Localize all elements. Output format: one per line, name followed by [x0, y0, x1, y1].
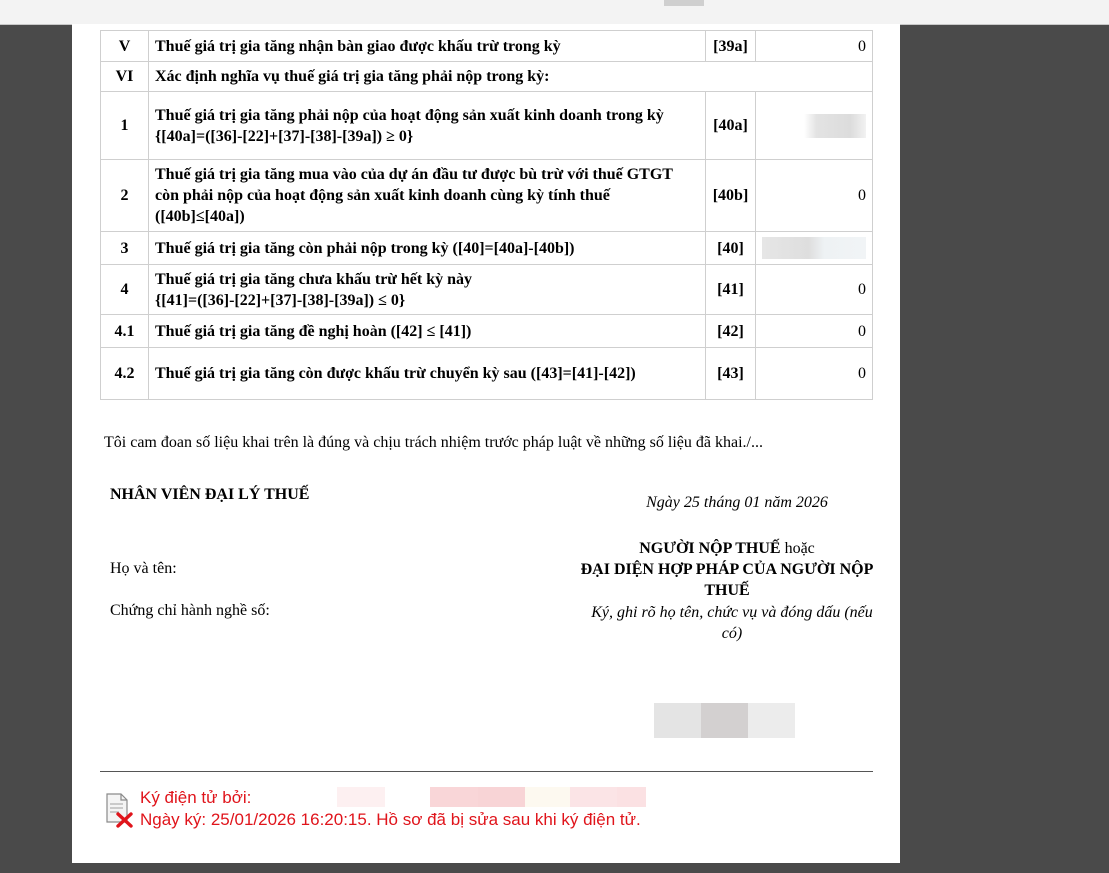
- table-row: [101, 62, 873, 92]
- row-number: 4.1: [101, 315, 149, 348]
- tax-table: [100, 30, 873, 400]
- redacted-value: [804, 114, 866, 138]
- viewer-toolbar: [0, 0, 1109, 25]
- esign-signed-by: [140, 787, 251, 809]
- taxpayer-title-line2: ĐẠI DIỆN HỢP PHÁP CỦA NGƯỜI NỘP THUẾ: [580, 561, 874, 599]
- table-row: [101, 92, 873, 160]
- row-description: [149, 62, 873, 92]
- description-line: Thuế giá trị gia tăng chưa khấu trừ hết kỳ này: [155, 270, 473, 288]
- divider: [100, 771, 873, 772]
- row-value: 0: [756, 31, 873, 62]
- signer-name-redacted: [337, 787, 646, 807]
- row-description: [149, 232, 706, 265]
- row-code: [40a]: [706, 92, 756, 160]
- row-value: [756, 232, 873, 265]
- taxpayer-title-line1: NGƯỜI NỘP THUẾ: [639, 540, 781, 557]
- description-line: Thuế giá trị gia tăng còn phải nộp trong kỳ ([40]=[40a]-[40b]): [155, 239, 575, 257]
- document-invalid-signature-icon: [104, 792, 134, 828]
- row-description: [149, 315, 706, 348]
- description-line: Thuế giá trị gia tăng đề nghị hoàn ([42] ≤ [41]): [155, 322, 472, 340]
- row-code: [43]: [706, 348, 756, 400]
- row-description: [149, 348, 706, 400]
- row-description: [149, 160, 706, 232]
- row-description: [149, 92, 706, 160]
- sign-date: Ngày 25 tháng 01 năm 2026: [646, 494, 828, 511]
- row-value: 0: [756, 315, 873, 348]
- row-value: [756, 92, 873, 160]
- document-page: [72, 24, 900, 863]
- row-number: 2: [101, 160, 149, 232]
- taxpayer-title: [572, 538, 882, 601]
- declaration-text: Tôi cam đoan số liệu khai trên là đúng và chịu trách nhiệm trước pháp luật về những số liệu đã khai./...: [104, 434, 763, 451]
- row-code: [39a]: [706, 31, 756, 62]
- row-number: 4.2: [101, 348, 149, 400]
- signature-image: [654, 703, 795, 738]
- row-code: [41]: [706, 265, 756, 315]
- row-number: 4: [101, 265, 149, 315]
- row-code: [40]: [706, 232, 756, 265]
- row-number: 1: [101, 92, 149, 160]
- agent-cert-label: Chứng chỉ hành nghề số:: [110, 602, 270, 619]
- row-description: [149, 265, 706, 315]
- table-row: [101, 232, 873, 265]
- description-line: {[41]=([36]-[22]+[37]-[38]-[39a]) ≤ 0}: [155, 291, 406, 309]
- description-line: Thuế giá trị gia tăng phải nộp của hoạt động sản xuất kinh doanh trong kỳ: [155, 106, 664, 124]
- row-value: 0: [756, 160, 873, 232]
- row-value: 0: [756, 265, 873, 315]
- description-line: Thuế giá trị gia tăng còn được khấu trừ chuyển kỳ sau ([43]=[41]-[42]): [155, 365, 636, 382]
- toolbar-icon: [664, 0, 704, 6]
- esign-signed-by-label: Ký điện tử bởi:: [140, 788, 252, 807]
- row-number: V: [101, 31, 149, 62]
- table-row: [101, 265, 873, 315]
- row-code: [40b]: [706, 160, 756, 232]
- table-row: [101, 160, 873, 232]
- row-number: 3: [101, 232, 149, 265]
- description-line: Thuế giá trị gia tăng mua vào của dự án đầu tư được bù trừ với thuế GTGT còn phải nộp của hoạt động sản xuất kinh doanh cùng kỳ tính thuế ([40b]≤[40a]): [155, 166, 673, 225]
- description-line: Thuế giá trị gia tăng nhận bàn giao được khấu trừ trong kỳ: [155, 37, 561, 55]
- sign-note: Ký, ghi rõ họ tên, chức vụ và đóng dấu (nếu có): [591, 604, 873, 642]
- description-line: {[40a]=([36]-[22]+[37]-[38]-[39a]) ≥ 0}: [155, 127, 414, 145]
- redacted-value: [762, 237, 866, 259]
- esign-date: Ngày ký: 25/01/2026 16:20:15. Hồ sơ đã bị sửa sau khi ký điện tử.: [140, 810, 641, 829]
- row-value: 0: [756, 348, 873, 400]
- taxpayer-title-or: hoặc: [784, 540, 815, 557]
- row-code: [42]: [706, 315, 756, 348]
- table-row: [101, 31, 873, 62]
- table-row: [101, 315, 873, 348]
- table-row: [101, 348, 873, 400]
- row-description: [149, 31, 706, 62]
- agent-title: NHÂN VIÊN ĐẠI LÝ THUẾ: [110, 486, 310, 503]
- description-line: Xác định nghĩa vụ thuế giá trị gia tăng phải nộp trong kỳ:: [155, 68, 550, 85]
- agent-name-label: Họ và tên:: [110, 560, 177, 577]
- row-number: VI: [101, 62, 149, 92]
